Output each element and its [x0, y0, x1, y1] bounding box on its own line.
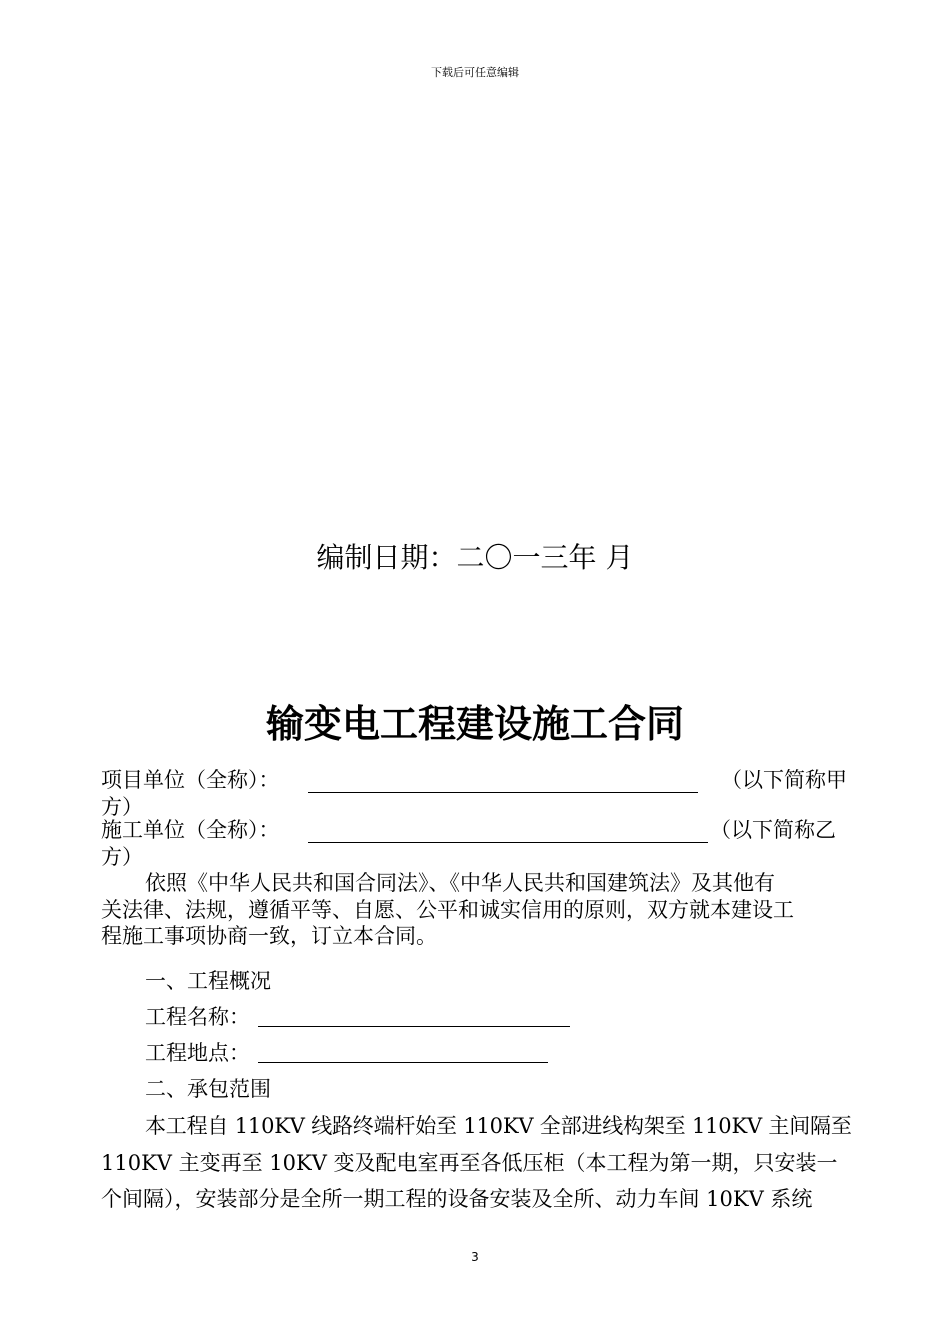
scope-line: 110KV 主变再至 10KV 变及配电室再至各低压柜（本工程为第一期，只安装一 [101, 1151, 838, 1175]
project-location-label: 工程地点： [145, 1041, 250, 1065]
page-header: 下载后可任意编辑 [431, 66, 519, 79]
project-location-blank [258, 1062, 548, 1063]
contract-title: 输变电工程建设施工合同 [265, 702, 684, 746]
preamble-line: 依照《中华人民共和国合同法》、《中华人民共和国建筑法》及其他有 [145, 871, 775, 895]
party-a-suffix-wrap: 方） [101, 795, 143, 819]
party-b-suffix: （以下简称乙 [710, 818, 836, 842]
compile-date: 编制日期：二〇一三年 月 [316, 541, 634, 574]
section1-heading: 一、工程概况 [145, 969, 271, 993]
party-b-label: 施工单位（全称）： [101, 818, 280, 842]
preamble-line: 关法律、法规，遵循平等、自愿、公平和诚实信用的原则，双方就本建设工 [101, 898, 794, 922]
project-name-label: 工程名称： [145, 1005, 250, 1029]
preamble-line: 程施工事项协商一致，订立本合同。 [101, 924, 437, 948]
scope-line: 本工程自 110KV 线路终端杆始至 110KV 全部进线构架至 110KV 主间隔至 [145, 1114, 852, 1138]
party-b-blank [308, 842, 708, 843]
section2-heading: 二、承包范围 [145, 1077, 271, 1101]
party-a-blank [308, 792, 698, 793]
party-b-suffix-wrap: 方） [101, 845, 143, 869]
page-number: 3 [471, 1250, 479, 1264]
party-a-suffix: （以下简称甲 [721, 768, 847, 792]
project-name-blank [258, 1026, 570, 1027]
party-a-label: 项目单位（全称）： [101, 768, 280, 792]
scope-line: 个间隔），安装部分是全所一期工程的设备安装及全所、动力车间 10KV 系统 [101, 1187, 813, 1211]
